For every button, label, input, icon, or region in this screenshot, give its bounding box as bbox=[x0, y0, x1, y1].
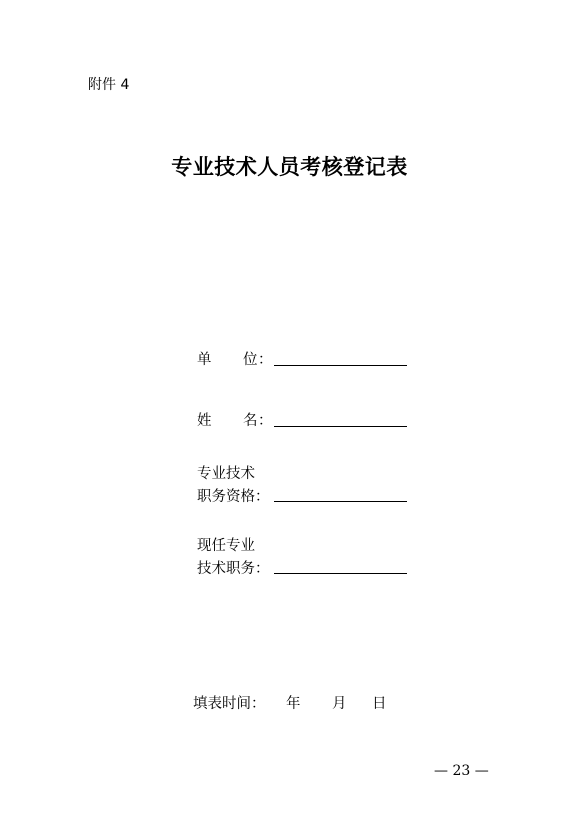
unit-field[interactable] bbox=[274, 365, 407, 366]
fill-date-day: 日 bbox=[372, 696, 387, 712]
name-label-char1: 姓 bbox=[197, 413, 212, 429]
name-label-colon: ： bbox=[258, 413, 273, 429]
name-label-char2: 名 bbox=[243, 413, 258, 429]
unit-label-char2: 位 bbox=[243, 352, 258, 368]
fill-date-label: 填表时间： bbox=[193, 696, 266, 712]
name-label bbox=[197, 411, 273, 431]
qualification-label-line2: 职务资格： bbox=[197, 489, 270, 505]
unit-label bbox=[197, 350, 273, 370]
fill-date-month: 月 bbox=[332, 696, 347, 712]
fill-date-year: 年 bbox=[286, 696, 301, 712]
current-position-label-line1: 现任专业 bbox=[197, 538, 255, 554]
current-position-field[interactable] bbox=[274, 573, 407, 574]
attachment-label: 附件 4 bbox=[88, 77, 130, 93]
page-number: — 23 — bbox=[434, 763, 489, 779]
name-field[interactable] bbox=[274, 426, 407, 427]
qualification-field[interactable] bbox=[274, 501, 407, 502]
unit-label-char1: 单 bbox=[197, 352, 212, 368]
current-position-label-line2: 技术职务： bbox=[197, 561, 270, 577]
qualification-label-line1: 专业技术 bbox=[197, 466, 255, 482]
document-title: 专业技术人员考核登记表 bbox=[171, 154, 408, 179]
unit-label-colon: ： bbox=[258, 352, 273, 368]
